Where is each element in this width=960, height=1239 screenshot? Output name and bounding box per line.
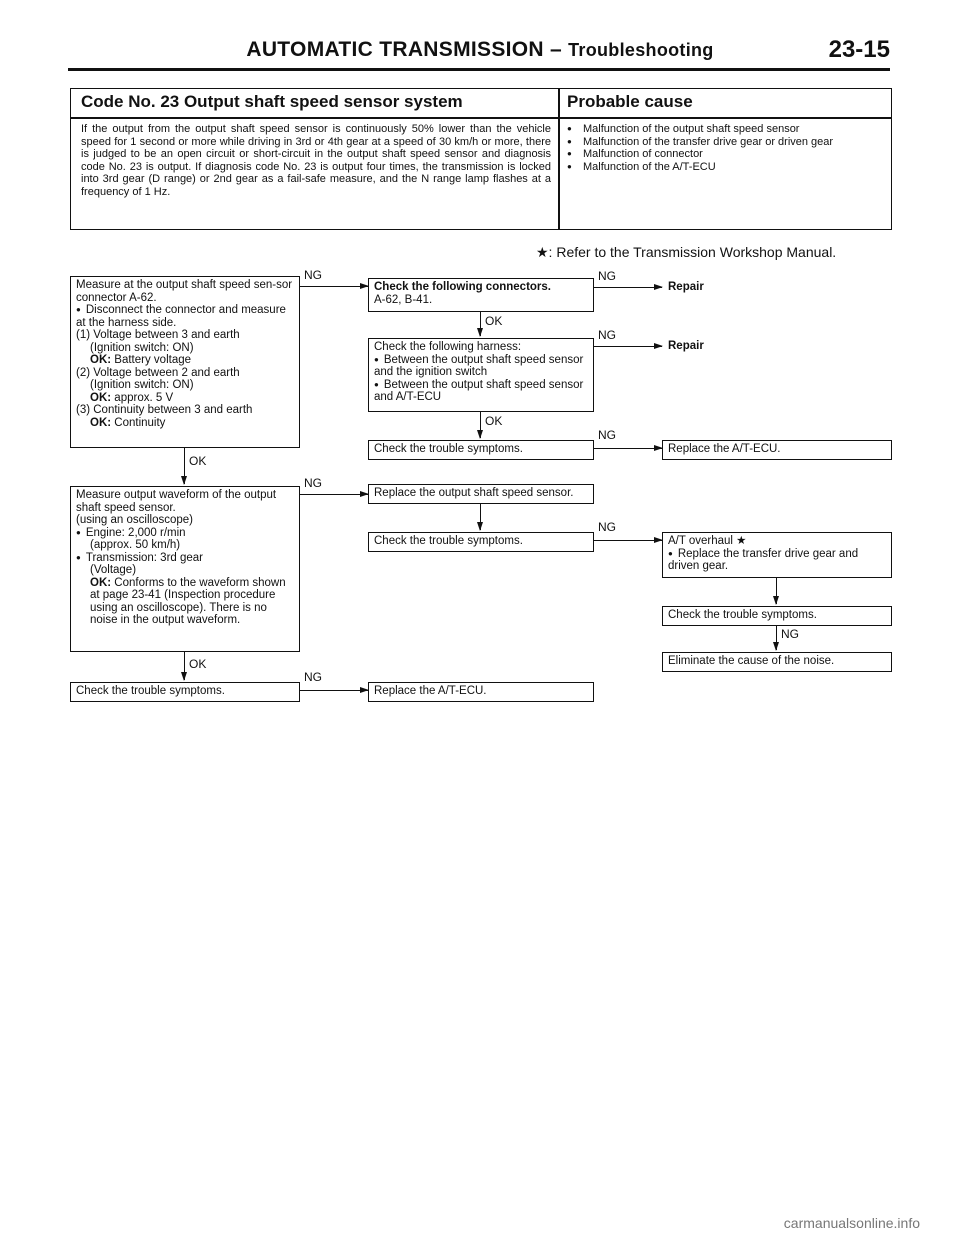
- step-text: (Ignition switch: ON): [90, 379, 194, 391]
- cause-item: ● Malfunction of connector: [567, 148, 889, 161]
- page-number: 23-15: [828, 36, 890, 63]
- probable-cause-header: Probable cause: [567, 92, 693, 111]
- title-sub: Troubleshooting: [568, 40, 714, 60]
- flow-arrow-down: [480, 312, 481, 336]
- step-bullet: ● Between the output shaft speed sensor and A/T-ECU: [374, 379, 588, 404]
- page-title: [0, 38, 960, 62]
- step-text: (approx. 50 km/h): [90, 539, 181, 551]
- flow-arrow-down: [776, 578, 777, 604]
- replace-ecu-box: Replace the A/T-ECU.: [368, 682, 594, 702]
- ok-key: OK:: [90, 416, 112, 429]
- ng-label: NG: [781, 627, 799, 641]
- ng-label: NG: [598, 328, 616, 342]
- measure-waveform-box: [70, 486, 300, 652]
- eliminate-noise-box: Eliminate the cause of the noise.: [662, 652, 892, 672]
- ok-value: approx. 5 V: [114, 391, 174, 404]
- check-symptoms-box: Check the trouble symptoms.: [368, 440, 594, 460]
- ok-label: OK: [189, 454, 207, 468]
- title-separator: –: [543, 38, 569, 61]
- step-bullet: ● Disconnect the connector and measure at the harness side.: [76, 304, 294, 329]
- ng-label: NG: [304, 670, 322, 684]
- flow-arrow: [594, 287, 662, 288]
- flow-arrow: [594, 540, 662, 541]
- ng-label: NG: [598, 520, 616, 534]
- step-text: (3) Continuity between 3 and earth: [76, 404, 253, 416]
- step-text: A-62, B-41.: [374, 293, 433, 306]
- ok-label: OK: [485, 314, 503, 328]
- ok-label: OK: [189, 657, 207, 671]
- step-text: (2) Voltage between 2 and earth: [76, 366, 240, 379]
- ng-label: NG: [598, 428, 616, 442]
- table-divider-horizontal: [71, 117, 891, 119]
- step-bullet: ● Transmission: 3rd gear: [76, 552, 294, 565]
- check-symptoms-box: Check the trouble symptoms.: [662, 606, 892, 626]
- step-title: A/T overhaul ★: [668, 535, 747, 547]
- step-bullet: ● Replace the transfer drive gear and driven gear.: [668, 548, 886, 573]
- code-description: If the output from the output shaft speed sensor is continuously 50% lower than the vehicle speed for 1 second or more while driving in 3rd or 4th gear at a speed of 30 km/h or more, there is judged to be an open circuit or short-circuit in the output shaft speed sensor and diagnosis code No. 23 is output. If diagnosis code No. 23 is output four times, the transmission is locked into 3rd gear (D range) or 2nd gear as a fail-safe measure, and the N range lamp flashes at a frequency of 1 Hz.: [81, 123, 551, 198]
- measure-sensor-box: [70, 276, 300, 448]
- replace-sensor-box: Replace the output shaft speed sensor.: [368, 484, 594, 504]
- footer-watermark: carmanualsonline.info: [783, 1215, 920, 1231]
- check-connectors-box: [368, 278, 594, 312]
- check-harness-box: [368, 338, 594, 412]
- code-table: [70, 88, 892, 230]
- ok-value: Continuity: [114, 416, 166, 429]
- ng-label: NG: [304, 268, 322, 282]
- title-main: AUTOMATIC TRANSMISSION: [246, 38, 544, 61]
- ok-value: Conforms to the waveform shown at page 23-41 (Inspection procedure using an oscilloscope). There is no noise in the output waveform.: [90, 576, 286, 626]
- refer-note: ★: Refer to the Transmission Workshop Manual.: [536, 244, 837, 260]
- ng-label: NG: [304, 476, 322, 490]
- code-header: Code No. 23 Output shaft speed sensor system: [81, 92, 463, 111]
- flow-arrow-down: [480, 412, 481, 438]
- step-text: (1) Voltage between 3 and earth: [76, 329, 240, 341]
- ok-key: OK:: [90, 354, 112, 366]
- probable-cause-list: [567, 123, 889, 173]
- ok-label: OK: [485, 414, 503, 428]
- step-text: (using an oscilloscope): [76, 514, 193, 526]
- flow-arrow: [594, 346, 662, 347]
- repair-label: Repair: [668, 281, 704, 293]
- header-rule: [68, 68, 890, 71]
- repair-label: Repair: [668, 340, 704, 352]
- ok-key: OK:: [90, 576, 112, 589]
- step-bullet: ● Engine: 2,000 r/min: [76, 527, 294, 540]
- flow-arrow-down: [184, 652, 185, 680]
- ok-key: OK:: [90, 391, 112, 404]
- step-text: (Voltage): [90, 564, 137, 576]
- ok-value: Battery voltage: [114, 354, 192, 366]
- step-title: Check the following harness:: [374, 341, 522, 353]
- cause-item: ● Malfunction of the output shaft speed sensor: [567, 123, 889, 136]
- flow-arrow: [300, 286, 368, 287]
- step-text: (Ignition switch: ON): [90, 341, 194, 354]
- table-divider-vertical: [558, 89, 560, 229]
- check-symptoms-box: Check the trouble symptoms.: [70, 682, 300, 702]
- flow-arrow-down: [480, 504, 481, 530]
- flow-arrow: [300, 690, 368, 691]
- step-title: Check the following connectors.: [374, 281, 551, 293]
- cause-item: ● Malfunction of the A/T-ECU: [567, 161, 889, 174]
- check-symptoms-box: Check the trouble symptoms.: [368, 532, 594, 552]
- ng-label: NG: [598, 269, 616, 283]
- flow-arrow: [594, 448, 662, 449]
- cause-item: ● Malfunction of the transfer drive gear or driven gear: [567, 136, 889, 149]
- flow-arrow-down: [184, 448, 185, 484]
- flow-arrow: [300, 494, 368, 495]
- at-overhaul-box: [662, 532, 892, 578]
- replace-ecu-box: Replace the A/T-ECU.: [662, 440, 892, 460]
- flow-arrow-down: [776, 626, 777, 650]
- step-bullet: ● Between the output shaft speed sensor and the ignition switch: [374, 354, 588, 379]
- step-text: Measure at the output shaft speed sen-sor connector A-62.: [76, 279, 293, 304]
- step-text: Measure output waveform of the output shaft speed sensor.: [76, 489, 277, 514]
